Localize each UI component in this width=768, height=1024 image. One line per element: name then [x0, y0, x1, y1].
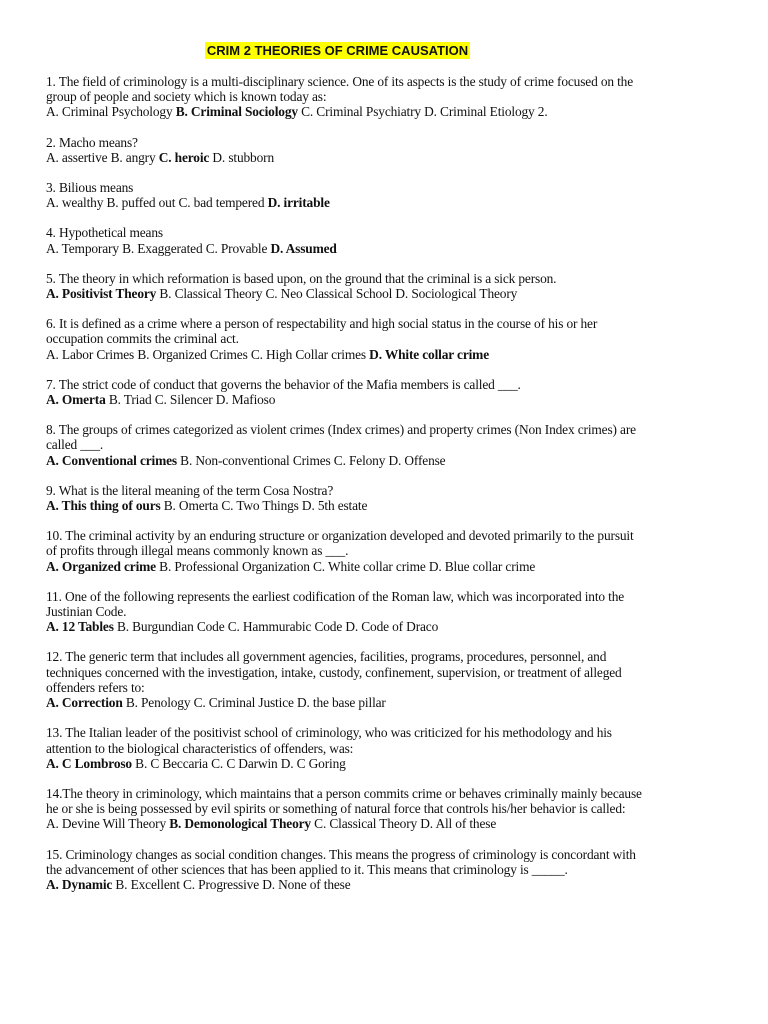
answer-choices	[46, 347, 646, 362]
choices-after-answer: B. Penology C. Criminal Justice D. the base pillar	[122, 695, 386, 711]
correct-answer: A. Positivist Theory	[46, 286, 157, 302]
choices-after-answer: B. Triad C. Silencer D. Mafioso	[105, 392, 276, 408]
correct-answer: A. Dynamic	[46, 876, 113, 892]
question-item	[46, 847, 646, 893]
correct-answer: A. C Lombroso	[46, 755, 132, 771]
correct-answer: D. irritable	[267, 195, 330, 211]
question-stem: 4. Hypothetical means	[46, 225, 163, 241]
title-wrap	[0, 42, 675, 60]
question-stem: 14.The theory in criminology, which maintains that a person commits crime or behaves criminally mainly because he or she is being possessed by evil spirits or something of natural force that controls his/her behavior is called:	[46, 785, 642, 817]
answer-choices	[46, 619, 646, 634]
correct-answer: A. Omerta	[46, 392, 106, 408]
question-item	[46, 786, 646, 832]
answer-choices	[46, 195, 646, 210]
question-stem: 3. Bilious means	[46, 180, 134, 196]
question-item	[46, 528, 646, 574]
correct-answer: A. Organized crime	[46, 558, 156, 574]
correct-answer: A. This thing of ours	[46, 498, 161, 514]
question-item	[46, 316, 646, 362]
question-item	[46, 225, 646, 255]
question-stem: 7. The strict code of conduct that governs the behavior of the Mafia members is called ___.	[46, 376, 521, 392]
choices-after-answer: B. C Beccaria C. C Darwin D. C Goring	[131, 755, 346, 771]
choices-after-answer: C. Classical Theory D. All of these	[310, 816, 497, 832]
question-item	[46, 271, 646, 301]
answer-choices	[46, 877, 646, 892]
correct-answer: A. 12 Tables	[46, 619, 114, 635]
answer-choices	[46, 695, 646, 710]
page-title: CRIM 2 THEORIES OF CRIME CAUSATION	[206, 43, 469, 58]
correct-answer: D. Assumed	[270, 240, 337, 256]
answer-choices	[46, 498, 646, 513]
choices-after-answer: B. Professional Organization C. White collar crime D. Blue collar crime	[155, 558, 536, 574]
choices-after-answer: B. Burgundian Code C. Hammurabic Code D. Code of Draco	[113, 619, 439, 635]
question-stem: 2. Macho means?	[46, 134, 138, 150]
answer-choices	[46, 559, 646, 574]
question-stem: 5. The theory in which reformation is based upon, on the ground that the criminal is a sick person.	[46, 270, 557, 286]
answer-choices	[46, 756, 646, 771]
question-stem: 12. The generic term that includes all government agencies, facilities, programs, procedures, personnel, and techniques concerned with the investigation, intake, custody, confinement, supervision, or treatment of alleged offenders refers to:	[46, 649, 622, 695]
question-stem: 11. One of the following represents the earliest codification of the Roman law, which was incorporated into the Justinian Code.	[46, 588, 625, 620]
question-item	[46, 483, 646, 513]
correct-answer: A. Conventional crimes	[46, 452, 177, 468]
correct-answer: C. heroic	[158, 149, 210, 165]
question-stem: 13. The Italian leader of the positivist school of criminology, who was criticized for his methodology and his attention to the biological characteristics of offenders, was:	[46, 725, 612, 756]
question-stem: 10. The criminal activity by an enduring structure or organization developed and devoted primarily to the pursuit of profits through illegal means commonly known as ___.	[46, 528, 634, 559]
question-item	[46, 377, 646, 407]
choices-before-answer: A. wealthy B. puffed out C. bad tempered	[46, 195, 268, 211]
answer-choices	[46, 816, 646, 831]
choices-after-answer: C. Criminal Psychiatry D. Criminal Etiology 2.	[297, 104, 548, 120]
question-item	[46, 135, 646, 165]
correct-answer: D. White collar crime	[369, 346, 489, 362]
question-stem: 8. The groups of crimes categorized as violent crimes (Index crimes) and property crimes (Non Index crimes) are called ___.	[46, 422, 636, 453]
answer-choices	[46, 286, 646, 301]
choices-after-answer: B. Excellent C. Progressive D. None of these	[112, 876, 351, 892]
document-page	[46, 42, 646, 907]
choices-after-answer: B. Omerta C. Two Things D. 5th estate	[160, 498, 368, 514]
question-item	[46, 180, 646, 210]
choices-before-answer: A. Labor Crimes B. Organized Crimes C. High Collar crimes	[46, 346, 370, 362]
answer-choices	[46, 453, 646, 468]
answer-choices	[46, 104, 646, 119]
answer-choices	[46, 241, 646, 256]
question-item	[46, 422, 646, 468]
question-stem: 15. Criminology changes as social condition changes. This means the progress of criminology is concordant with the advancement of other sciences that has been applied to it. This means that criminology is _____.	[46, 846, 636, 877]
answer-choices	[46, 150, 646, 165]
question-item	[46, 725, 646, 771]
question-list	[46, 74, 646, 892]
choices-before-answer: A. Temporary B. Exaggerated C. Provable	[46, 240, 271, 256]
choices-after-answer: B. Non-conventional Crimes C. Felony D. Offense	[176, 452, 446, 468]
question-item	[46, 74, 646, 120]
choices-before-answer: A. Devine Will Theory	[46, 816, 170, 832]
choices-before-answer: A. assertive B. angry	[46, 149, 159, 165]
correct-answer: A. Correction	[46, 695, 123, 711]
question-stem: 6. It is defined as a crime where a person of respectability and high social status in the course of his or her occupation commits the criminal act.	[46, 316, 598, 347]
correct-answer: B. Criminal Sociology	[175, 104, 298, 120]
choices-after-answer: D. stubborn	[209, 149, 274, 165]
question-stem: 1. The field of criminology is a multi-disciplinary science. One of its aspects is the study of crime focused on the group of people and society which is known today as:	[46, 74, 634, 105]
answer-choices	[46, 392, 646, 407]
question-stem: 9. What is the literal meaning of the term Cosa Nostra?	[46, 482, 334, 498]
choices-before-answer: A. Criminal Psychology	[46, 104, 176, 120]
correct-answer: B. Demonological Theory	[169, 816, 311, 832]
question-item	[46, 589, 646, 635]
question-item	[46, 649, 646, 710]
choices-after-answer: B. Classical Theory C. Neo Classical School D. Sociological Theory	[156, 286, 518, 302]
